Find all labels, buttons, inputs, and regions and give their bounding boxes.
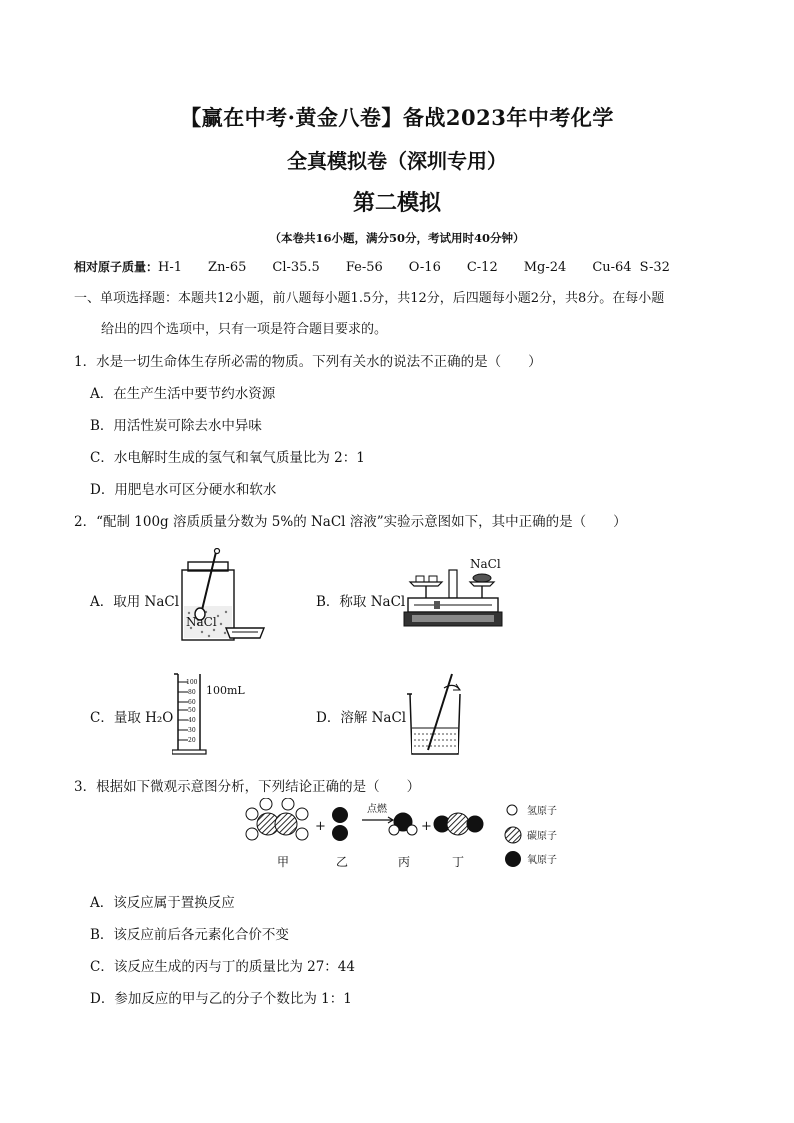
cylinder-tick: 100 xyxy=(186,679,198,686)
molecule-name: 丙 xyxy=(398,855,411,869)
atomic-mass-item: Zn-65 xyxy=(208,260,247,275)
reaction-condition: 点燃 xyxy=(367,804,387,815)
balance-figure xyxy=(402,554,504,636)
atomic-mass-line xyxy=(74,258,670,275)
atomic-mass-item: Cl-35.5 xyxy=(272,260,320,275)
measuring-cylinder-figure xyxy=(172,668,246,756)
paper-subtitle: 全真模拟卷（深圳专用） xyxy=(287,149,507,173)
q3-stem: 3．根据如下微观示意图分析，下列结论正确的是（ ） xyxy=(74,779,421,795)
section-instruction-line1: 一、单项选择题：本题共12小题，前八题每小题1.5分，共12分，后四题每小题2分，共8分。在每小题 xyxy=(74,291,665,306)
reagent-bottle-figure xyxy=(176,548,268,644)
cylinder-tick: 30 xyxy=(188,727,196,734)
q3-option-d: D．参加反应的甲与乙的分子个数比为 1：1 xyxy=(90,991,352,1007)
paper-title: 【赢在中考·黄金八卷】备战2023年中考化学 xyxy=(180,105,614,130)
beaker-figure xyxy=(404,670,474,758)
q3-option-a: A．该反应属于置换反应 xyxy=(90,895,235,911)
molecule-name: 甲 xyxy=(277,855,290,869)
q2-option-b: B．称取 NaCl xyxy=(316,594,406,610)
atomic-mass-item: Mg-24 xyxy=(523,260,567,275)
q1-option-a: A．在生产生活中要节约水资源 xyxy=(90,386,276,402)
q1-stem: 1．水是一切生命体生存所必需的物质。下列有关水的说法不正确的是（ ） xyxy=(74,354,542,370)
atomic-mass-item: Cu-64 xyxy=(592,260,632,275)
q3-option-c: C．该反应生成的丙与丁的质量比为 27：44 xyxy=(90,959,355,975)
paper-name: 第二模拟 xyxy=(352,191,441,216)
q1-option-b: B．用活性炭可除去水中异味 xyxy=(90,418,262,434)
paper-note: （本卷共16小题，满分50分，考试用时40分钟） xyxy=(269,231,525,245)
bottle-label: NaCl xyxy=(186,615,217,629)
reaction-diagram xyxy=(240,798,580,876)
atomic-mass-label: 相对原子质量： xyxy=(74,260,159,274)
atomic-mass-item: C-12 xyxy=(466,260,498,275)
cylinder-volume-label: 100mL xyxy=(206,684,245,697)
cylinder-tick: 50 xyxy=(188,707,196,714)
atomic-mass-item: S-32 xyxy=(639,260,670,275)
plus-sign: + xyxy=(315,819,326,834)
molecule-name: 丁 xyxy=(452,855,465,869)
atomic-mass-item: Fe-56 xyxy=(345,260,383,275)
q2-option-d: D．溶解 NaCl xyxy=(316,710,407,726)
molecule-yi xyxy=(332,807,348,841)
q3-option-b: B．该反应前后各元素化合价不变 xyxy=(90,927,289,943)
cylinder-tick: 20 xyxy=(188,737,196,744)
molecule-bing xyxy=(389,813,417,835)
diagram-legend xyxy=(505,804,557,867)
legend-hydrogen: 氢原子 xyxy=(527,806,557,817)
cylinder-tick: 40 xyxy=(188,717,196,724)
atomic-mass-item: H-1 xyxy=(158,260,183,275)
q1-option-d: D．用肥皂水可区分硬水和软水 xyxy=(90,482,277,498)
molecule-name: 乙 xyxy=(336,855,349,869)
q2-option-a: A．取用 NaCl xyxy=(90,594,180,610)
atomic-mass-item: O-16 xyxy=(408,260,441,275)
molecule-ding xyxy=(434,813,483,835)
q1-option-c: C．水电解时生成的氢气和氧气质量比为 2：1 xyxy=(90,450,365,466)
plus-sign: + xyxy=(421,819,432,834)
legend-carbon: 碳原子 xyxy=(527,831,557,842)
q2-option-c: C．量取 H₂O xyxy=(90,710,174,726)
section-instruction-line2: 给出的四个选项中，只有一项是符合题目要求的。 xyxy=(101,322,388,337)
q2-stem: 2．“配制 100g 溶质质量分数为 5%的 NaCl 溶液”实验示意图如下，其中正确的是（ ） xyxy=(74,514,627,530)
balance-label: NaCl xyxy=(470,557,501,571)
cylinder-tick: 80 xyxy=(188,689,196,696)
molecule-jia xyxy=(246,798,308,840)
legend-oxygen: 氧原子 xyxy=(527,855,557,866)
cylinder-tick: 60 xyxy=(188,699,196,706)
